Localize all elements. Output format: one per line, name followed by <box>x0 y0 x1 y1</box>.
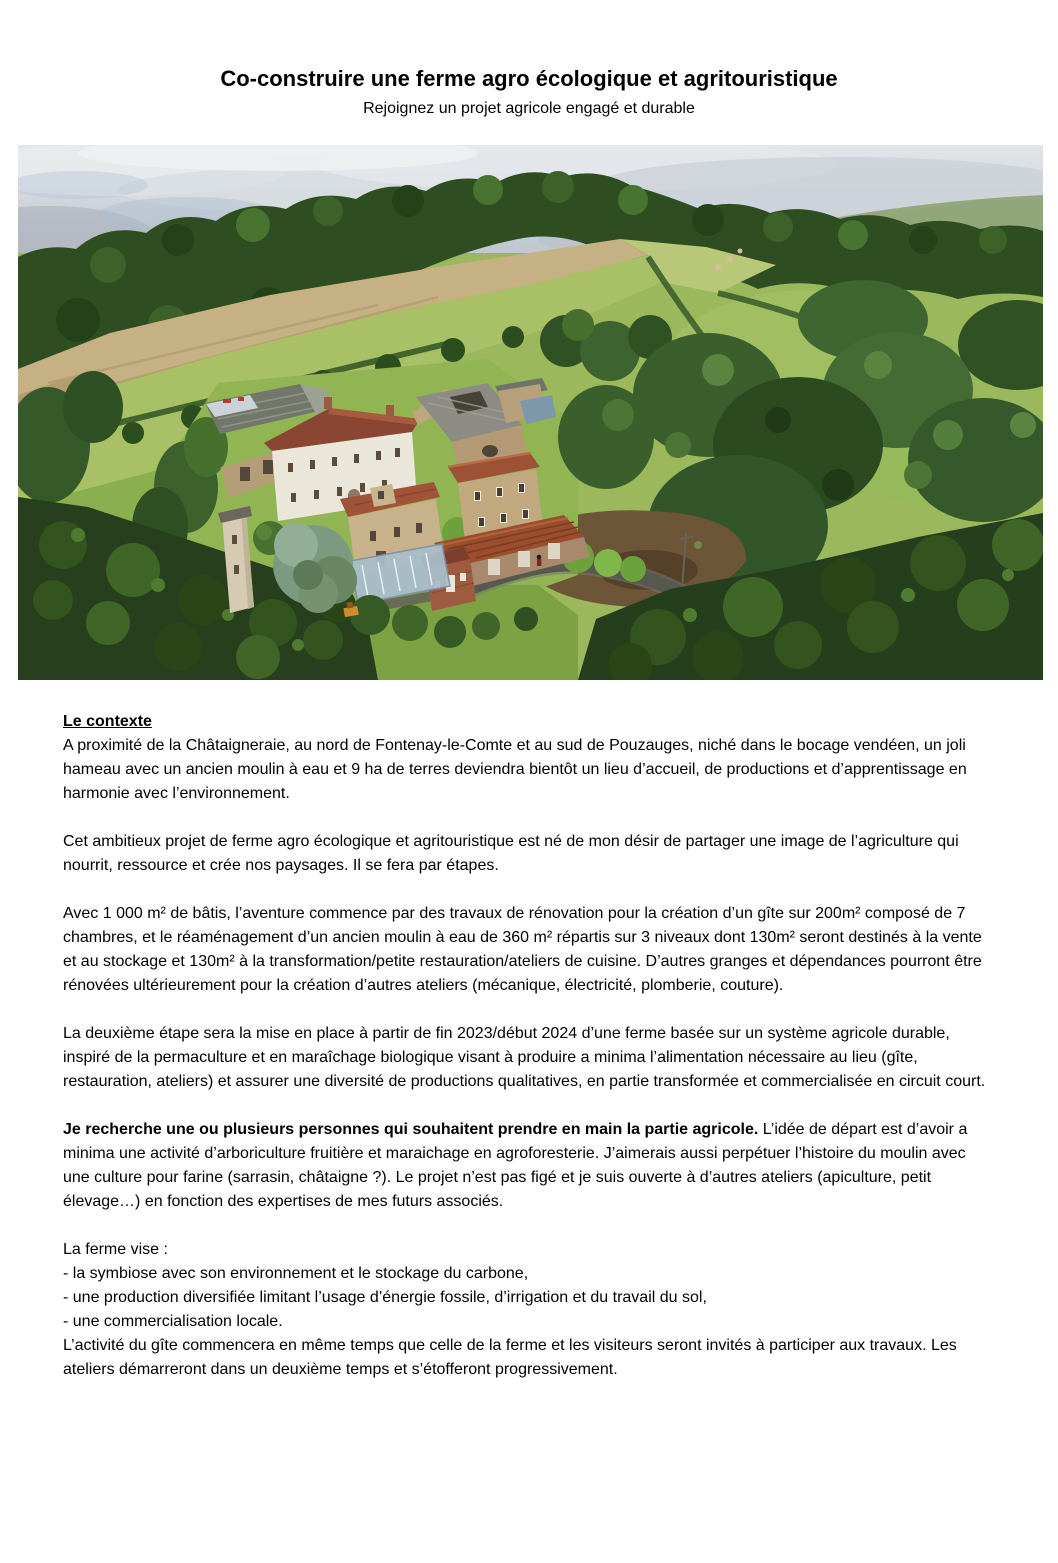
paragraph-gite-activity: L’activité du gîte commencera en même temps que celle de la ferme et les visiteurs seront invités à participer aux travaux. Les ateliers démarreront dans un deuxième temps et s’étofferont progressivement. <box>63 1337 957 1378</box>
goals-intro: La ferme vise : <box>63 1241 168 1258</box>
paragraph-search-partners <box>63 1118 995 1214</box>
section-context <box>63 710 995 806</box>
backyard-tree <box>558 385 654 489</box>
document-body <box>63 710 995 1382</box>
page-subtitle: Rejoignez un projet agricole engagé et durable <box>363 100 695 117</box>
paragraph-renovation: Avec 1 000 m² de bâtis, l’aventure commence par des travaux de rénovation pour la création d’un gîte sur 200m² composé de 7 chambres, et le réaménagement d’un ancien moulin à eau de 360 m² répartis sur 3 niveaux dont 130m² seront destinés à la vente et au stockage et 130m² à la transformation/petite restauration/ateliers de cuisine. D’autres granges et dépendances pourront être rénovées ultérieurement pour la création d’autres ateliers (mécanique, électricité, plomberie, couture). <box>63 905 982 994</box>
search-partners-lead: Je recherche une ou plusieurs personnes qui souhaitent prendre en main la partie agricole. <box>63 1121 759 1138</box>
goal-item: - une commercialisation locale. <box>63 1313 283 1330</box>
section-farm-goals <box>63 1238 995 1382</box>
paragraph-project-origin: Cet ambitieux projet de ferme agro écologique et agritouristique est né de mon désir de partager une image de l’agriculture qui nourrit, ressource et crée nos paysages. Il se fera par étapes. <box>63 833 959 874</box>
aerial-photo <box>18 145 1043 680</box>
document-page <box>0 66 1058 1563</box>
goal-item: - la symbiose avec son environnement et le stockage du carbone, <box>63 1265 529 1282</box>
farm-aerial-photo <box>18 145 1043 680</box>
goal-item: - une production diversifiée limitant l’usage d’énergie fossile, d’irrigation et du travail du sol, <box>63 1289 707 1306</box>
garden-bush-highlight <box>256 524 272 540</box>
search-partners-rest: L’idée de départ est d’avoir a minima une activité d’arboriculture fruitière et maraichage en agroforesterie. J’aimerais aussi perpétuer l’histoire du moulin avec une culture pour farine (sarrasin, châtaigne ?). Le projet n’est pas figé et je suis ouverte à d’autres ateliers (apiculture, petit élevage…) en fonction des expertises de mes futurs associés. <box>63 1121 968 1210</box>
paragraph-second-phase: La deuxième étape sera la mise en place à partir de fin 2023/début 2024 d’une ferme basée sur un système agricole durable, inspiré de la permaculture et en maraîchage biologique visant à produire a minima l’alimentation nécessaire au lieu (gîte, restauration, ateliers) et assurer une diversité de productions qualitatives, en partie transformée et commercialisée en circuit court. <box>63 1025 986 1090</box>
person-on-road <box>537 555 542 566</box>
paragraph-context: A proximité de la Châtaigneraie, au nord de Fontenay-le-Comte et au sud de Pouzauges, niché dans le bocage vendéen, un joli hameau avec un ancien moulin à eau et 9 ha de terres deviendra bientôt un lieu d’accueil, de productions et d’apprentissage en harmonie avec l’environnement. <box>63 737 967 802</box>
context-heading: Le contexte <box>63 713 152 730</box>
page-title: Co-construire une ferme agro écologique et agritouristique <box>220 66 838 91</box>
